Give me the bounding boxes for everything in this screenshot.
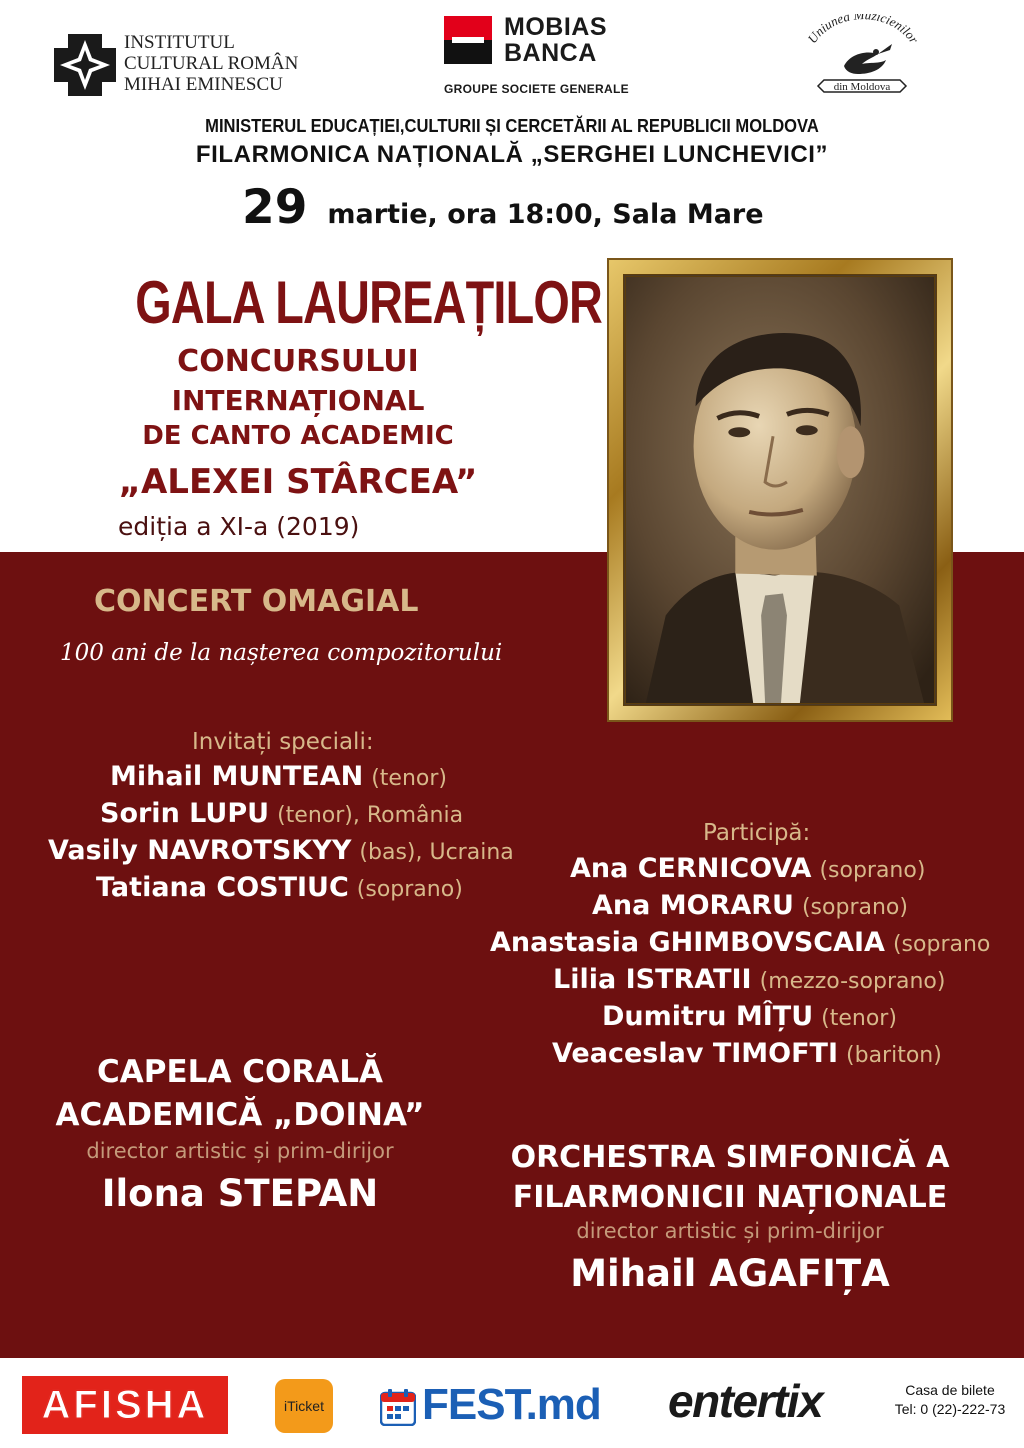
participant-voice: (bariton) — [846, 1043, 942, 1068]
orchestra-name-line-2: FILARMONICII NAȚIONALE — [512, 1180, 948, 1215]
participant-name: Anastasia GHIMBOVSCAIA — [490, 927, 885, 958]
icr-name — [124, 32, 298, 95]
mobias-line-1: MOBIAS — [504, 13, 607, 41]
fest-md-logo[interactable] — [380, 1380, 630, 1432]
participant-voice: (tenor) — [821, 1006, 897, 1031]
entertix-label: entertix — [668, 1375, 823, 1427]
concert-subtitle: 100 ani de la nașterea compozitorului — [60, 640, 503, 666]
participant-item — [552, 1038, 942, 1069]
participant-voice: (soprano) — [801, 895, 908, 920]
icr-line-2: CULTURAL ROMÂN — [124, 53, 299, 74]
participant-voice: (mezzo-soprano) — [759, 969, 946, 994]
competition-line-2: INTERNAȚIONAL — [171, 384, 425, 417]
choir-name-line-1: CAPELA CORALĂ — [97, 1054, 383, 1090]
guests-heading: Invitați speciali: — [192, 729, 374, 755]
competition-name: „ALEXEI STÂRCEA” — [118, 462, 478, 502]
event-date-time-venue: martie, ora 18:00, Sala Mare — [327, 199, 764, 230]
guest-voice: (tenor) — [371, 766, 447, 791]
guest-voice: (tenor), România — [277, 803, 464, 828]
guest-name: Vasily NAVROTSKYY — [48, 835, 352, 866]
edition-label: ediția a XI-a (2019) — [118, 512, 360, 541]
participant-name: Ana MORARU — [592, 890, 794, 921]
orchestra-name-line-1: ORCHESTRA SIMFONICĂ A — [510, 1140, 950, 1175]
box-office-label: Casa de bilete — [905, 1382, 995, 1398]
orchestra-director-label: director artistic și prim-dirijor — [576, 1219, 884, 1243]
choir-name-line-2: ACADEMICĂ „DOINA” — [55, 1097, 425, 1133]
ministry-line: MINISTERUL EDUCAȚIEI,CULTURII ȘI CERCETĂRII AL REPUBLICII MOLDOVA — [205, 116, 819, 136]
guest-voice: (soprano) — [356, 877, 463, 902]
portrait-photo — [623, 274, 937, 706]
participant-item — [490, 927, 1024, 958]
participant-name: Veaceslav TIMOFTI — [552, 1038, 839, 1069]
afisha-logo[interactable] — [22, 1376, 228, 1434]
guest-name: Mihail MUNTEAN — [110, 761, 364, 792]
mobias-line-2: BANCA — [504, 39, 597, 67]
icr-cross-icon — [54, 34, 116, 96]
participant-item — [602, 1001, 897, 1032]
participant-voice: (soprano) — [819, 858, 926, 883]
participant-item — [592, 890, 908, 921]
icr-logo — [54, 32, 324, 98]
event-day: 29 — [242, 180, 308, 235]
iticket-logo[interactable] — [275, 1379, 333, 1433]
societe-generale-square-icon — [444, 16, 492, 64]
participant-name: Lilia ISTRATII — [553, 964, 752, 995]
competition-line-3: DE CANTO ACADEMIC — [142, 421, 454, 451]
composer-portrait-image — [626, 277, 934, 703]
guest-name: Tatiana COSTIUC — [96, 872, 349, 903]
mobias-name — [504, 14, 607, 66]
calendar-icon — [380, 1388, 416, 1426]
portrait-frame — [607, 258, 953, 722]
concert-title: CONCERT OMAGIAL — [94, 584, 419, 619]
icr-line-1: INSTITUTUL — [124, 32, 235, 53]
orchestra-director-name: Mihail AGAFIȚA — [570, 1252, 890, 1295]
participant-name: Ana CERNICOVA — [570, 853, 812, 884]
participant-item — [553, 964, 945, 995]
afisha-label: AFISHA — [41, 1382, 209, 1427]
box-office-info — [880, 1381, 1020, 1419]
choir-director-label: director artistic și prim-dirijor — [86, 1139, 394, 1163]
philharmonic-line: FILARMONICA NAȚIONALĂ „SERGHEI LUNCHEVICI” — [195, 141, 829, 168]
fest-md-label: FEST.md — [422, 1380, 601, 1429]
uniunea-emblem-icon — [796, 14, 928, 102]
guest-item — [96, 872, 463, 903]
guest-item — [48, 835, 514, 866]
uniunea-arc-text: Uniunea Muzicienilor — [804, 14, 922, 47]
box-office-phone: Tel: 0 (22)-222-73 — [894, 1401, 1006, 1417]
guest-item — [100, 798, 463, 829]
iticket-label: iTicket — [284, 1398, 324, 1414]
participant-name: Dumitru MÎȚU — [602, 1001, 814, 1032]
guest-item — [110, 761, 447, 792]
mobias-banca-logo — [444, 13, 654, 100]
gala-title: GALA LAUREAȚILOR — [135, 269, 603, 336]
participant-voice: (soprano — [892, 932, 991, 957]
entertix-logo[interactable] — [668, 1374, 868, 1434]
mobias-group-label: GROUPE SOCIETE GENERALE — [444, 82, 629, 96]
competition-line-1: CONCURSULUI — [177, 344, 419, 379]
uniunea-muzicienilor-logo — [796, 14, 928, 102]
event-date-line — [242, 180, 764, 240]
participant-item — [570, 853, 925, 884]
choir-director-name: Ilona STEPAN — [101, 1172, 379, 1215]
icr-line-3: MIHAI EMINESCU — [124, 74, 283, 95]
uniunea-ribbon-text: din Moldova — [833, 81, 891, 93]
guest-voice: (bas), Ucraina — [359, 840, 514, 865]
guest-name: Sorin LUPU — [100, 798, 270, 829]
participants-heading: Participă: — [703, 820, 811, 846]
svg-text:Uniunea Muzicienilor — [804, 14, 922, 47]
